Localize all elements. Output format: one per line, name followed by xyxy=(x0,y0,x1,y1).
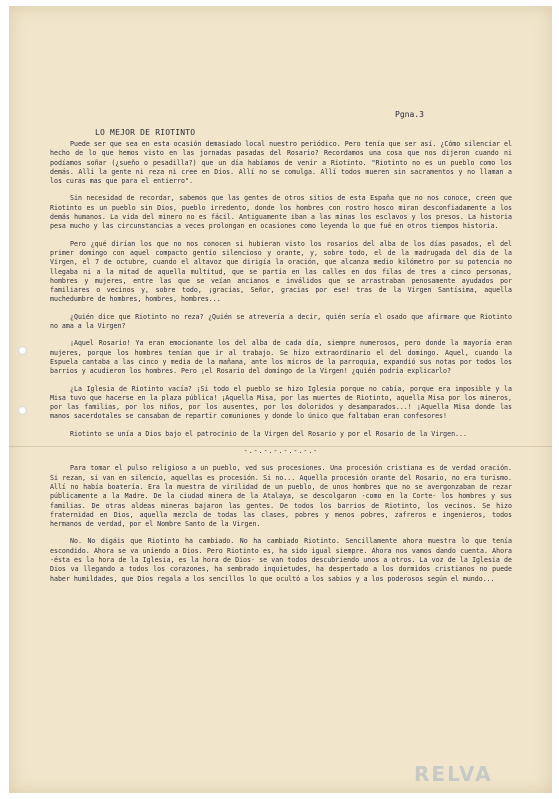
article-title: LO MEJOR DE RIOTINTO xyxy=(95,128,196,137)
paragraph: Para tomar el pulso religioso a un pueblo, ved sus procesiones. Una procesión cristiana es de verdad oración. Si rezan, si van en silencio, aquellas es procesión. Si no... Aquella procesión orante del Rosario, no era turismo. Allí no había boatería. Era la muestra de virilidad de un pueblo, de unos hombres que no se avergonzaban de rezar públicamente a la Madre. De la ciudad minera de la Atalaya, se descolgaron -como en la Corte- los hombres y sus familias. De otras aldeas mineras bajaron las gentes. De todos los barrios de Riotinto, los vecinos. Se hizo fraternidad en Dios, aquella mezcla de todas las clases, pobres y menos pobres, zafreros e ingenieros, todos hermanos de verdad, por el Nombre Santo de la Virgen. xyxy=(50,464,512,529)
paragraph: Pero ¿qué dirían los que no nos conocen si hubieran visto los rosarios del alba de los días pasados, el del primer domingo con aquel compacto gentío silencioso y orante, y, sobre todo, el de la madrugada del día de la Virgen, el 7 de octubre, cuando el altavoz que dirigía la oración, que alcanza medio kilómetro por su potencia no llegaba ni a la mitad de aquella multitud, que se partía en las calles en dos filas de tres a cinco personas, hombres y mujeres, entre las que se veían ancianos e inválidos que se arrastraban penosamente ayudados por familiares o vecinos y, sobre todo, ¡gracias, Señor, gracias por ese! tras de la Virgen Santísima, aquella muchedumbre de hombres, hombres, hombres... xyxy=(50,239,512,304)
section-divider: -.-.-.-.-.-.-.- xyxy=(243,447,319,456)
paragraph: Riotinto se unía a Dios bajo el patrocinio de la Virgen del Rosario y por el Rosario de la Virgen... xyxy=(70,429,467,438)
paragraph: ¿La Iglesia de Riotinto vacía? ¡Si todo el pueblo se hizo Iglesia porque no cabía, porque era imposible y la Misa tuvo que hacerse en la plaza pública! ¡Aquella Misa, por las muertes de Riotinto, aquella Misa por los mineros, por las familias, por los niños, por los ausentes, por los doloridos y desamparados...! ¡Aquella Misa donde las manos sacerdotales se cansaban de repartir comuniones y donde lo único que faltaban eran confesores! xyxy=(50,384,512,421)
archive-watermark: RELVA xyxy=(414,762,493,786)
paragraph: ¿Quién dice que Riotinto no reza? ¿Quién se atrevería a decir, quién sería el osado que afirmare que Riotinto no ama a la Virgen? xyxy=(50,312,512,331)
page-number: Pgna.3 xyxy=(395,110,424,119)
paragraph: Puede ser que sea en esta ocasión demasiado local nuestro periódico. Pero tenía que ser así. ¿Cómo silenciar el hecho de lo que hemos visto en las jornadas pasadas del Rosario? Recordamos una cosa que nos dijeron cuando ni podíamos soñar (¿sueño o pesadilla?) que un día habíamos de venir a Riotinto. "Riotinto no es un pueblo como los demás. Allí la gente ni reza ni cree en Dios. Allí no se comulga. Allí todos mueren sin sacramentos y no llaman a los curas mas que para el entierro". xyxy=(50,140,512,186)
paragraph: ¡Aquel Rosario! Ya eran emocionante los del alba de cada día, siempre numerosos, pero donde la mayoría eran mujeres, porque los hombres tenían que ir al trabajo. Se hizo extraordinario el del domingo. Aquel, cuando la Espuela cantaba a las cinco y media de la mañana, ante los micros de la parroquia, expandió sus notas por todos los barrios y acudieron los hombres. Pero ¡el Rosario del domingo de la Virgen! ¿quién podría explicarlo? xyxy=(50,339,512,376)
paragraph: No. No digáis que Riotinto ha cambiado. No ha cambiado Riotinto. Sencillamente ahora muestra lo que tenía escondido. Ahora se va uniendo a Dios. Pero Riotinto es, ha sido igual siempre. Ahora nos vamos dando cuenta. Ahora -ésta es la hora de la Iglesia, es la hora de Dios- se van todos descubriendo unos a otros. La voz de la Iglesia de Dios va llegando a todos los corazones, ha sembrado inquietudes, ha despertado a los dormidos cristianos no puede haber humildades, que Dios regala a los sencillos lo que ocultó a los sabios y a los poderosos según el mundo... xyxy=(50,537,512,583)
binder-hole xyxy=(18,406,27,415)
binder-hole xyxy=(18,346,27,355)
article-body xyxy=(50,140,512,592)
paragraph: Sin necesidad de recordar, sabemos que las gentes de otros sitios de esta España que no nos conoce, creen que Riotinto es un pueblo sin Dios, pueblo irredento, donde los hombres con rostro hosco miran desconfiadamente a los demás humanos. La vida del minero no es fácil. Antiguamente iban a las minas los esclavos y los presos. La historia pesa mucho y las circunstancias a veces prolongan en ocasiones como leyenda lo que fué en otros tiempos historia. xyxy=(50,194,512,231)
document-sheet xyxy=(9,6,552,793)
